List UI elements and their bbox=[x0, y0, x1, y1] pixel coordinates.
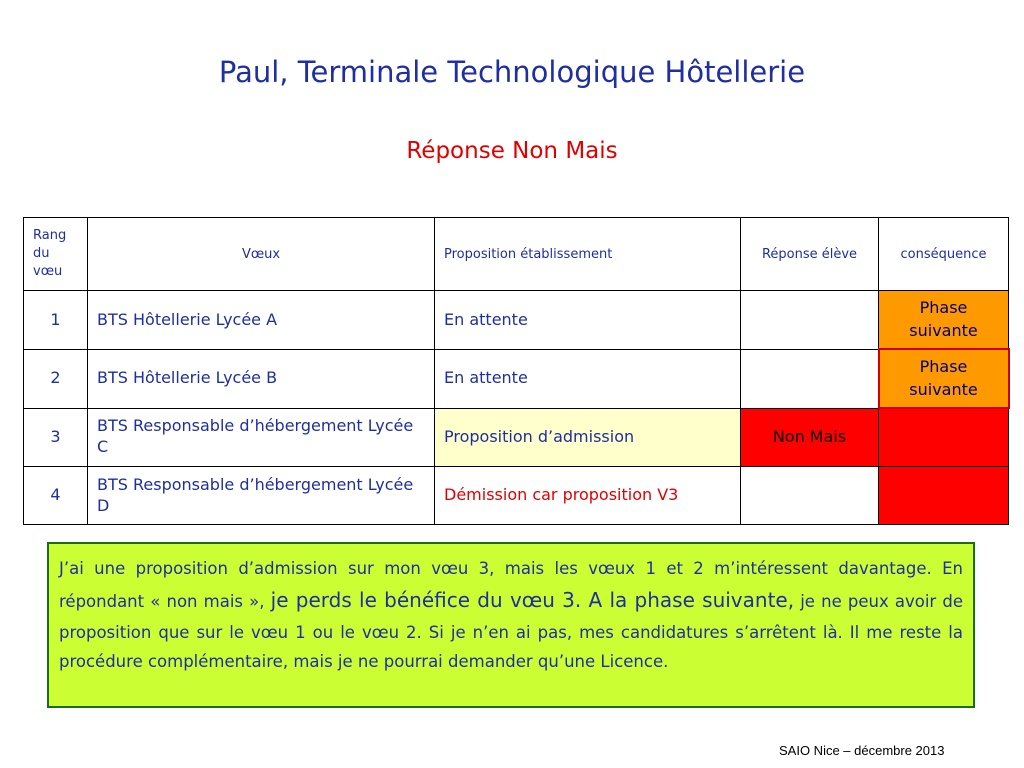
table-row bbox=[24, 408, 1009, 467]
cell-rang: 2 bbox=[24, 349, 88, 408]
cell-consequence bbox=[879, 408, 1009, 467]
header-consequence: conséquence bbox=[879, 218, 1009, 291]
cell-reponse bbox=[741, 291, 879, 350]
table-row bbox=[24, 467, 1009, 525]
cell-consequence: Phase suivante bbox=[879, 291, 1009, 350]
header-voeux: Vœux bbox=[88, 218, 435, 291]
table-header-row bbox=[24, 218, 1009, 291]
explanation-box bbox=[47, 542, 975, 708]
cell-reponse bbox=[741, 467, 879, 525]
voeux-table bbox=[23, 217, 1010, 525]
explanation-text-emphasis: je perds le bénéfice du vœu 3. A la phase suivante, bbox=[270, 588, 795, 613]
cell-reponse bbox=[741, 349, 879, 408]
cell-proposition: En attente bbox=[435, 349, 741, 408]
cell-proposition: Démission car proposition V3 bbox=[435, 467, 741, 525]
explanation-text-2: je ne peux avoir de proposition que sur le vœu 1 ou le vœu 2. Si je n’en ai pas, mes candidatures s’arrêtent là. Il me reste la procédure complémentaire, mais je ne pourrai demander qu’une Licence. bbox=[59, 592, 963, 672]
cell-rang: 4 bbox=[24, 467, 88, 525]
cell-proposition: Proposition d’admission bbox=[435, 408, 741, 467]
cell-consequence: Phase suivante bbox=[879, 349, 1009, 408]
table-row bbox=[24, 349, 1009, 408]
page-subtitle: Réponse Non Mais bbox=[406, 138, 618, 164]
header-rang: Rang du vœu bbox=[24, 218, 88, 291]
table-row bbox=[24, 291, 1009, 350]
cell-voeu: BTS Responsable d’hébergement Lycée C bbox=[88, 408, 435, 467]
cell-voeu: BTS Hôtellerie Lycée B bbox=[88, 349, 435, 408]
header-proposition: Proposition établissement bbox=[435, 218, 741, 291]
page-title: Paul, Terminale Technologique Hôtellerie bbox=[218, 55, 806, 89]
cell-voeu: BTS Hôtellerie Lycée A bbox=[88, 291, 435, 350]
cell-proposition: En attente bbox=[435, 291, 741, 350]
cell-reponse: Non Mais bbox=[741, 408, 879, 467]
explanation-text-1: J’ai une proposition d’admission sur mon vœu 3, mais les vœux 1 et 2 m’intéressent davantage. En répondant « non mais », bbox=[59, 559, 963, 612]
cell-rang: 3 bbox=[24, 408, 88, 467]
cell-rang: 1 bbox=[24, 291, 88, 350]
header-reponse: Réponse élève bbox=[741, 218, 879, 291]
footer-credit: SAIO Nice – décembre 2013 bbox=[779, 743, 945, 758]
cell-voeu: BTS Responsable d’hébergement Lycée D bbox=[88, 467, 435, 525]
cell-consequence bbox=[879, 467, 1009, 525]
